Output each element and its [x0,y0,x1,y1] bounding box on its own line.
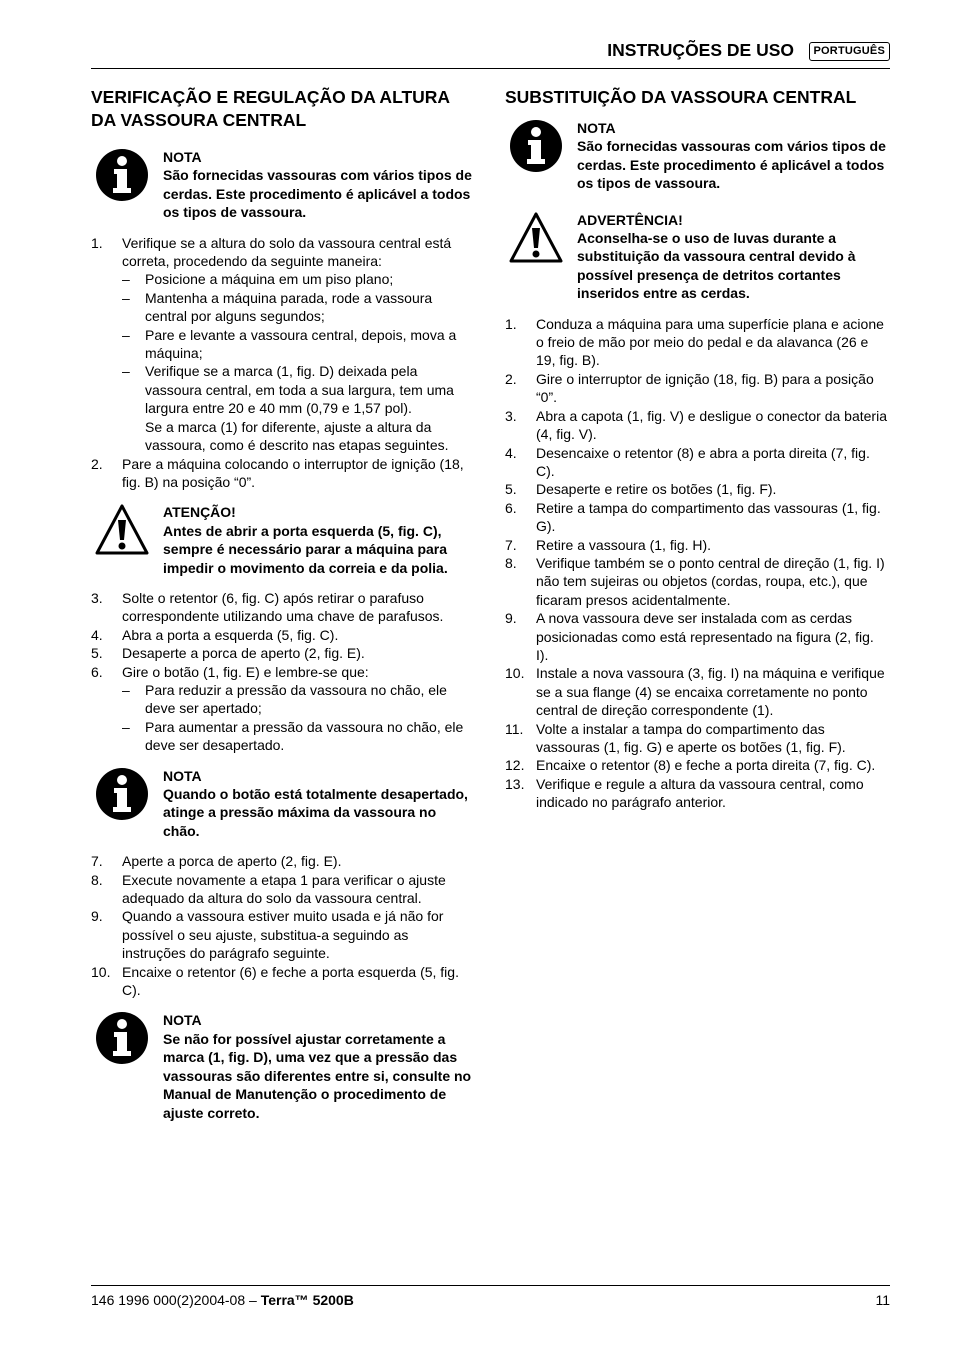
note-box [91,767,476,841]
steps-list [91,589,476,755]
warning-triangle-icon [509,211,563,265]
list-item: 10. Encaixe o retentor (6) e feche a porta esquerda (5, fig. C). [91,963,459,999]
steps-list [91,852,476,999]
sub-list-item: – Para aumentar a pressão da vassoura no chão, ele deve ser desapertado. [122,718,464,754]
note-text: São fornecidas vassouras com vários tipos de cerdas. Este procedimento é aplicável a todos os tipos de vassoura. [163,167,472,221]
list-item: 10. Instale a nova vassoura (3, fig. I) na máquina e verifique se a sua flange (4) se encaixa corretamente no ponto central de direção correspondente (1). [505,665,885,719]
sub-list [122,681,476,755]
language-badge: PORTUGUÊS [809,42,890,61]
note-text: São fornecidas vassouras com vários tipos de cerdas. Este procedimento é aplicável a todos os tipos de vassoura. [577,138,886,192]
sub-list-item: – Posicione a máquina em um piso plano; [122,271,394,288]
list-item: 5. Desaperte a porca de aperto (2, fig. E). [91,645,365,662]
list-item: 6. Gire o botão (1, fig. E) e lembre-se que: – Para reduzir a pressão da vassoura no chão, ele deve ser apertado; – Para aumentar a pressão da vassoura no chão, ele deve ser desapertado. [91,663,476,755]
sub-extra-text: Se a marca (1) for diferente, ajuste a altura da vassoura, como é descrito nas etapas seguintes. [145,418,449,454]
list-item: 9. Quando a vassoura estiver muito usada e já não for possível o seu ajuste, substitua-a seguindo as instruções do parágrafo seguinte. [91,908,444,962]
list-item [91,234,476,455]
list-item: 8. Execute novamente a etapa 1 para verificar o ajuste adequado da altura do solo da vassoura central. [91,871,446,907]
sub-list-item: – Verifique se a marca (1, fig. D) deixada pela vassoura central, em toda a sua largura, tem uma largura entre 20 e 40 mm (0,79 e 1,57 pol). Se a marca (1) for diferente, ajuste a altura da vassoura, como é descrito nas etapas seguintes. [122,363,454,454]
sub-list-item: – Para reduzir a pressão da vassoura no chão, ele deve ser apertado; [122,681,447,717]
list-item: 7. Aperte a porca de aperto (2, fig. E). [91,853,342,870]
list-item: 13. Verifique e regule a altura da vassoura central, como indicado no parágrafo anterior. [505,775,864,811]
note-box [505,119,890,193]
warning-triangle-icon [95,503,149,557]
list-item: 9. A nova vassoura deve ser instalada com as cerdas posicionadas como está representado na figura (2, fig. I). [505,610,874,663]
left-column [91,86,476,1134]
list-item: 12. Encaixe o retentor (8) e feche a porta direita (7, fig. C). [505,757,876,774]
warning-text: Aconselha-se o uso de luvas durante a substituição da vassoura central devido à possível presença de detritos cortantes inseridos entre as cerdas. [577,230,856,302]
note-heading: NOTA [577,120,616,136]
warning-box [91,503,476,577]
right-column [505,86,890,824]
list-item: 4. Abra a porta a esquerda (5, fig. C). [91,626,339,643]
note-text: Quando o botão está totalmente desapertado, atinge a pressão máxima da vassoura no chão. [163,786,468,839]
list-item [91,455,476,492]
note-heading: NOTA [163,767,202,784]
info-icon [95,148,149,202]
steps-list [91,234,476,492]
sub-list-item: – Mantenha a máquina parada, rode a vassoura central por alguns segundos; [122,289,433,325]
list-item: 3. Abra a capota (1, fig. V) e desligue o conector da bateria (4, fig. V). [505,407,887,443]
note-text: Se não for possível ajustar corretamente a marca (1, fig. D), uma vez que a pressão das vassouras são diferentes entre si, consulte no Manual de Manutenção o procedimento de ajuste correto. [163,1030,472,1121]
page-header [91,38,890,69]
list-item: 2. Gire o interruptor de ignição (18, fig. B) para a posição “0”. [505,370,874,406]
list-item: 8. Verifique também se o ponto central de direção (1, fig. I) não tem sujeiras ou objetos (cordas, roupa, etc.), que ficaram presos acidentalmente. [505,554,885,608]
list-item: 11. Volte a instalar a tampa do compartimento das vassouras (1, fig. G) e aperte os botões (1, fig. F). [505,720,846,755]
step-number: 2. [91,455,103,472]
step-text: Pare a máquina colocando o interruptor de ignição (18, fig. B) na posição “0”. [122,455,464,490]
info-icon [95,767,149,821]
note-box [91,148,476,222]
step-number: 1. [91,234,103,251]
list-item: 7. Retire a vassoura (1, fig. H). [505,536,712,553]
page-number: 11 [875,1292,890,1308]
list-item: 4. Desencaixe o retentor (8) e abra a porta direita (7, fig. C). [505,444,870,479]
left-section-title: VERIFICAÇÃO E REGULAÇÃO DA ALTURA DA VASSOURA CENTRAL [91,87,450,130]
sub-list [122,270,476,454]
info-icon [95,1011,149,1065]
warning-box [505,211,890,303]
note-heading: NOTA [163,1012,202,1029]
header-title: INSTRUÇÕES DE USO [607,40,794,60]
document-code: 146 1996 000(2)2004-08 – [91,1292,257,1308]
list-item: 6. Retire a tampa do compartimento das vassouras (1, fig. G). [505,499,881,535]
list-item: 1. Conduza a máquina para uma superfície plana e acione o freio de mão por meio do pedal e da alavanca (26 e 19, fig. B). [505,315,884,369]
note-box [91,1011,476,1121]
warning-heading: ADVERTÊNCIA! [577,211,683,228]
warning-heading: ATENÇÃO! [163,504,236,521]
list-item: 3. Solte o retentor (6, fig. C) após retirar o parafuso correspondente utilizando uma chave de parafusos. [91,589,444,625]
warning-text: Antes de abrir a porta esquerda (5, fig. C), sempre é necessário parar a máquina para impedir o movimento da correia e da polia. [163,522,448,576]
product-name: Terra™ 5200B [260,1292,354,1308]
step-text: Verifique se a altura do solo da vassoura central está correta, procedendo da seguinte maneira: [122,234,452,270]
info-icon [509,119,563,173]
list-item: 5. Desaperte e retire os botões (1, fig. F). [505,481,777,498]
sub-list-item: – Pare e levante a vassoura central, depois, mova a máquina; [122,326,457,362]
note-heading: NOTA [163,149,202,165]
page-footer [91,1285,890,1308]
right-section-title: SUBSTITUIÇÃO DA VASSOURA CENTRAL [505,87,857,107]
steps-list [505,315,890,812]
